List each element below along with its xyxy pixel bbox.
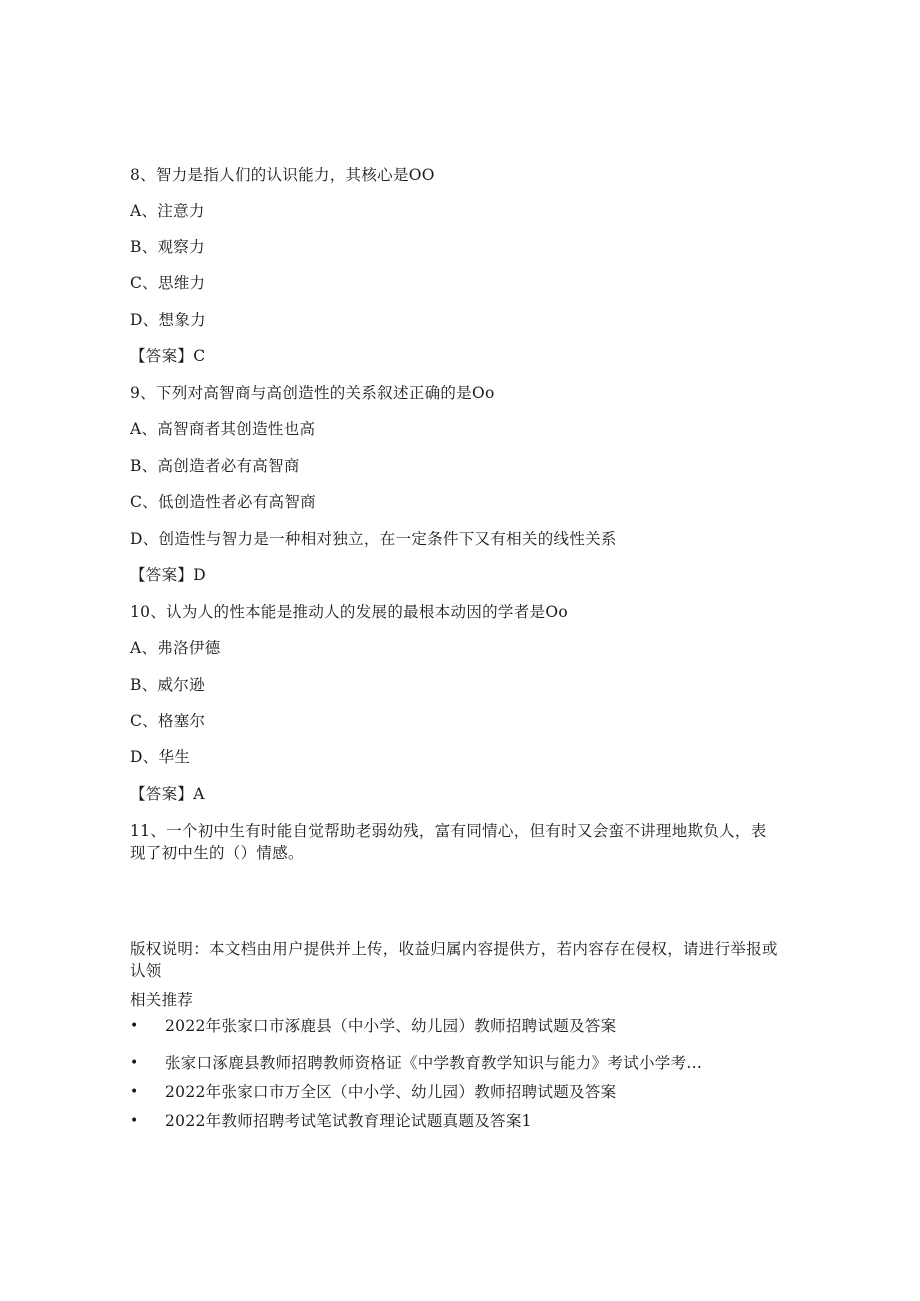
bullet-icon: • — [130, 1113, 139, 1129]
question-8-option-d: D、想象力 — [130, 311, 206, 329]
question-9-answer: 【答案】D — [130, 566, 206, 584]
question-9-option-b: B、高创造者必有高智商 — [130, 457, 300, 475]
related-link-3[interactable]: 2022年张家口市万全区（中小学、幼儿园）教师招聘试题及答案 — [165, 1083, 617, 1101]
related-link-2[interactable]: 张家口涿鹿县教师招聘教师资格证《中学教育教学知识与能力》考试小学考... — [165, 1054, 703, 1072]
question-9-option-a: A、高智商者其创造性也高 — [130, 420, 316, 438]
related-title: 相关推荐 — [130, 991, 194, 1009]
question-8-option-a: A、注意力 — [130, 202, 205, 220]
bullet-icon: • — [130, 1018, 139, 1034]
question-8-option-b: B、观察力 — [130, 238, 205, 256]
bullet-icon: • — [130, 1055, 139, 1071]
question-9-stem: 9、下列对高智商与高创造性的关系叙述正确的是Oo — [130, 384, 495, 402]
question-10-option-c: C、格塞尔 — [130, 712, 206, 730]
related-link-4[interactable]: 2022年教师招聘考试笔试教育理论试题真题及答案1 — [165, 1112, 532, 1130]
question-10-answer: 【答案】A — [130, 785, 205, 803]
question-10-option-a: A、弗洛伊德 — [130, 639, 221, 657]
question-9-option-d: D、创造性与智力是一种相对独立，在一定条件下又有相关的线性关系 — [130, 530, 617, 548]
question-8-option-c: C、思维力 — [130, 274, 206, 292]
question-10-option-b: B、威尔逊 — [130, 676, 205, 694]
question-8-stem: 8、智力是指人们的认识能力，其核心是OO — [130, 166, 435, 184]
related-link-1[interactable]: 2022年张家口市涿鹿县（中小学、幼儿园）教师招聘试题及答案 — [165, 1017, 617, 1035]
question-11-stem: 11、一个初中生有时能自觉帮助老弱幼残，富有同情心，但有时又会蛮不讲理地欺负人，表现了初中生的（）情感。 — [130, 822, 767, 862]
question-8-answer: 【答案】C — [130, 347, 206, 365]
question-9-option-c: C、低创造性者必有高智商 — [130, 493, 316, 511]
copyright-notice: 版权说明：本文档由用户提供并上传，收益归属内容提供方，若内容存在侵权，请进行举报或认领 — [130, 940, 778, 980]
question-10-stem: 10、认为人的性本能是推动人的发展的最根本动因的学者是Oo — [130, 603, 568, 621]
bullet-icon: • — [130, 1084, 139, 1100]
question-10-option-d: D、华生 — [130, 748, 191, 766]
